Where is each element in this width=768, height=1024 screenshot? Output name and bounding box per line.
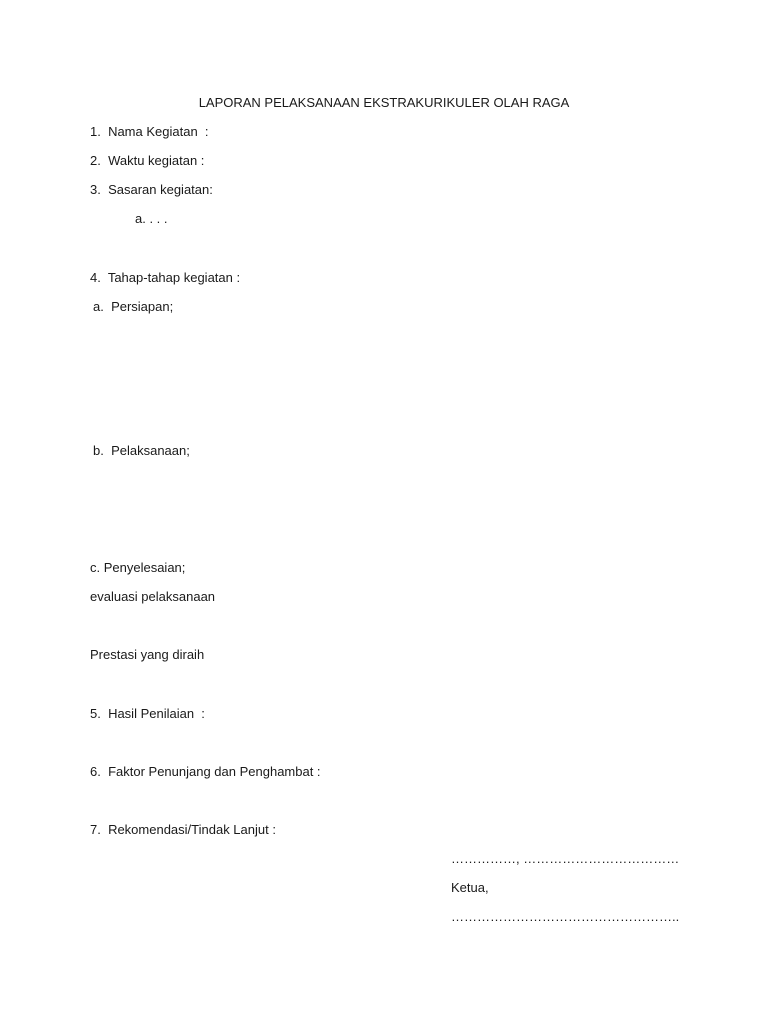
signature-role: Ketua, — [451, 880, 489, 895]
item-hasil-penilaian: 5. Hasil Penilaian : — [90, 706, 205, 721]
item-sasaran-a: a. . . . — [135, 211, 168, 226]
item-evaluasi: evaluasi pelaksanaan — [90, 589, 216, 604]
item-pelaksanaan: b. Pelaksanaan; — [93, 443, 190, 458]
item-prestasi: Prestasi yang diraih — [90, 647, 205, 662]
item-waktu-kegiatan: 2. Waktu kegiatan : — [90, 153, 205, 168]
item-faktor: 6. Faktor Penunjang dan Penghambat : — [90, 764, 321, 779]
item-persiapan: a. Persiapan; — [93, 299, 174, 314]
item-sasaran-kegiatan: 3. Sasaran kegiatan: — [90, 182, 213, 197]
item-rekomendasi: 7. Rekomendasi/Tindak Lanjut : — [90, 822, 276, 837]
item-tahap-kegiatan: 4. Tahap-tahap kegiatan : — [90, 270, 241, 285]
item-nama-kegiatan: 1. Nama Kegiatan : — [90, 124, 209, 139]
signature-place-date: ……………, ……………………………… — [451, 851, 680, 866]
document-title: LAPORAN PELAKSANAAN EKSTRAKURIKULER OLAH RAGA — [198, 95, 570, 110]
item-penyelesaian: c. Penyelesaian; — [90, 560, 186, 575]
signature-name-line: …………………………………………….. — [451, 909, 680, 924]
